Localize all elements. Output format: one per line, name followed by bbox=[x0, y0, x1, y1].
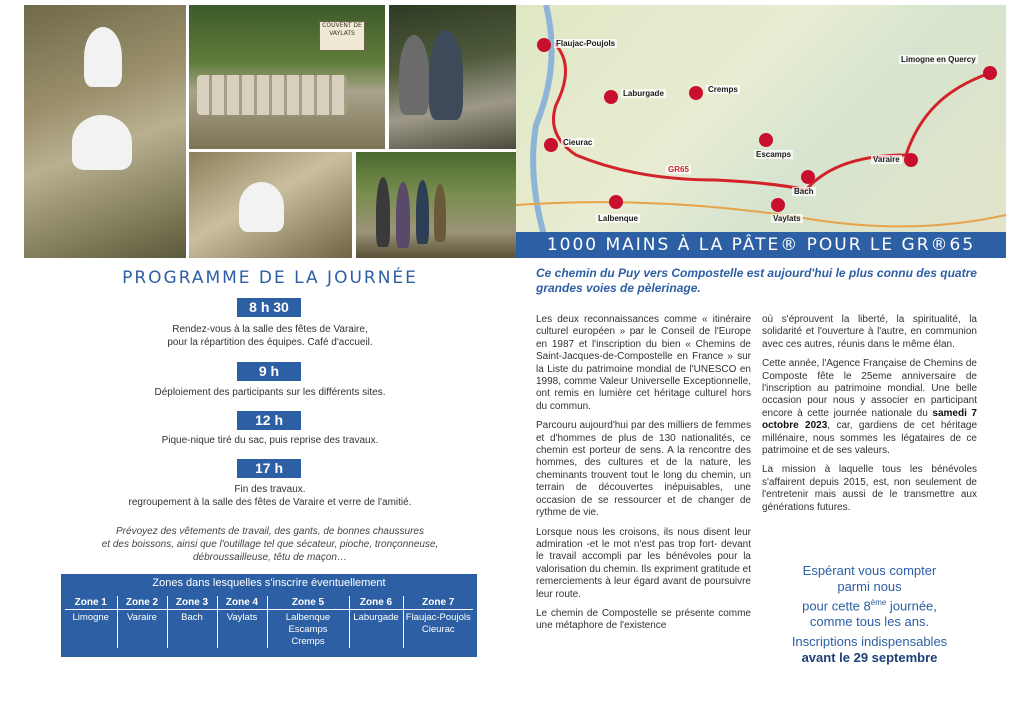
article-paragraph: Les deux reconnaissances comme « itinéraire culturel européen » par le Conseil de l'Europe en 1987 et l'inscription du bien « Chemins de Saint-Jacques-de-Compostelle en France » sur la Liste du patrimoine mondial de l'UNESCO en 1998, comme Valeur Universelle Exceptionnelle, ont remis en lumière cet héritage culturel hors du commun. bbox=[536, 314, 751, 412]
time-badge-1200: 12 h bbox=[237, 411, 301, 430]
article-paragraph: Lorsque nous les croisons, ils nous disent leur admiration -et le mot n'est pas trop fort- devant le travail accompli par les bénévoles pour la valorisation du chemin. Ils expriment gratitude et remerciements à leur égard avant de poursuivre leur route. bbox=[536, 526, 751, 600]
stage-marker bbox=[771, 198, 785, 212]
article-column-2 bbox=[762, 314, 977, 521]
stage-marker bbox=[801, 170, 815, 184]
article-intro: Ce chemin du Puy vers Compostelle est aujourd'hui le plus connu des quatre grandes voies de pèlerinage. bbox=[536, 266, 977, 295]
note-line: et des boissons, ainsi que l'outillage tel que sécateur, pioche, tronçonneuse, bbox=[101, 539, 439, 550]
stage-label-lalbenque: Lalbenque bbox=[598, 214, 639, 223]
photo-walkers-on-path bbox=[356, 152, 519, 258]
article-paragraph: La mission à laquelle tous les bénévoles s'affairent depuis 2015, est, non seulement de l'entretenir mais aussi de le transmettre aux générations futures. bbox=[762, 464, 977, 513]
paragraph-text: , car, gardiens de cet héritage millénaire, nous sommes les légataires de ce patrimoine et de ses valeurs. bbox=[762, 420, 978, 457]
zone-header: Zone 7 bbox=[403, 596, 473, 610]
stage-marker bbox=[604, 90, 618, 104]
article-paragraph: Le chemin de Compostelle se présente comme une métaphore de l'existence bbox=[536, 607, 751, 632]
stage-marker bbox=[537, 38, 551, 52]
programme-item-1700 bbox=[60, 483, 480, 509]
programme-line: Déploiement des participants sur les différents sites. bbox=[154, 387, 386, 398]
zone-village: Escamps bbox=[288, 624, 328, 635]
zone-cell bbox=[267, 610, 349, 649]
zone-cell bbox=[217, 610, 267, 649]
stage-label-vaylats: Vaylats bbox=[773, 214, 801, 223]
article-paragraph-anniversary bbox=[762, 358, 977, 457]
route-map bbox=[516, 5, 1006, 258]
programme-line: Rendez-vous à la salle des fêtes de Varaire, bbox=[172, 324, 368, 335]
photo-stone-hut-workers bbox=[389, 5, 519, 149]
equipment-note bbox=[70, 525, 470, 564]
route-line bbox=[554, 43, 991, 190]
closing-line: comme tous les ans. bbox=[809, 614, 930, 630]
registration-required: Inscriptions indispensables bbox=[791, 634, 948, 650]
stage-label-escamps: Escamps bbox=[756, 150, 792, 159]
ordinal-suffix: ème bbox=[870, 598, 887, 607]
zone-village: Vaylats bbox=[226, 612, 258, 623]
zone-village: Laburgade bbox=[353, 612, 399, 623]
event-date: samedi 7 octobre 2023 bbox=[762, 407, 977, 432]
zone-cell bbox=[349, 610, 403, 649]
stage-marker bbox=[609, 195, 623, 209]
zones-panel bbox=[61, 574, 477, 657]
programme-item-0900 bbox=[60, 386, 480, 399]
zone-cell bbox=[167, 610, 217, 649]
zones-title: Zones dans lesquelles s'inscrire éventuellement bbox=[152, 577, 386, 589]
zone-village: Flaujac-Poujols bbox=[405, 612, 471, 623]
note-line: débroussailleuse, têtu de maçon… bbox=[193, 552, 347, 563]
zone-village: Limogne bbox=[72, 612, 109, 623]
zone-village: Lalbenque bbox=[285, 612, 331, 623]
zone-header: Zone 6 bbox=[349, 596, 403, 610]
programme-line: pour la répartition des équipes. Café d'accueil. bbox=[167, 337, 373, 348]
zone-cell bbox=[117, 610, 167, 649]
photo-dry-stone-wall-signpost bbox=[189, 5, 385, 149]
paragraph-text: Cette année, l'Agence Française de Chemins de Composte fête le 25eme anniversaire de l'inscription au patrimoine mondial. Une belle occasion pour nous y associer en participant encore à cette journée nationale du bbox=[762, 358, 977, 419]
closing-message bbox=[762, 563, 977, 666]
zone-header: Zone 3 bbox=[167, 596, 217, 610]
programme-line: Fin des travaux. bbox=[234, 484, 306, 495]
zone-village: Cremps bbox=[291, 636, 325, 647]
route-label: GR65 bbox=[668, 165, 689, 174]
zone-village: Cieurac bbox=[421, 624, 455, 635]
signpost: COUVENT DE VAYLATS bbox=[319, 21, 365, 51]
stage-label-laburgade: Laburgade bbox=[623, 89, 664, 98]
zone-header: Zone 2 bbox=[117, 596, 167, 610]
time-badge-0830: 8 h 30 bbox=[237, 298, 301, 317]
stage-marker bbox=[689, 86, 703, 100]
stage-marker bbox=[983, 66, 997, 80]
stage-label-varaire: Varaire bbox=[873, 155, 900, 164]
zones-table bbox=[65, 596, 473, 648]
closing-text: journée, bbox=[886, 598, 937, 614]
photo-volunteers-rebuilding-wall bbox=[24, 5, 186, 258]
zone-cell bbox=[65, 610, 117, 649]
note-line: Prévoyez des vêtements de travail, des gants, de bonnes chaussures bbox=[116, 526, 424, 537]
zone-header: Zone 5 bbox=[267, 596, 349, 610]
road bbox=[516, 202, 1006, 226]
stage-marker bbox=[544, 138, 558, 152]
stage-label-limogne: Limogne en Quercy bbox=[901, 55, 976, 64]
stage-marker bbox=[759, 133, 773, 147]
programme-line: regroupement à la salle des fêtes de Varaire et verre de l'amitié. bbox=[128, 497, 412, 508]
time-badge-1700: 17 h bbox=[237, 459, 301, 478]
programme-item-0830 bbox=[60, 323, 480, 349]
event-banner-title: 1000 MAINS À LA PÂTE® POUR LE GR®65 bbox=[516, 232, 1006, 258]
programme-item-1200 bbox=[60, 434, 480, 447]
article-paragraph: où s'éprouvent la liberté, la spiritualité, la solidarité et l'ouverture à l'autre, en communion avec ces autres, réunis dans le même élan. bbox=[762, 314, 977, 350]
stage-marker bbox=[904, 153, 918, 167]
stage-label-bach: Bach bbox=[794, 187, 814, 196]
zone-header: Zone 4 bbox=[217, 596, 267, 610]
zone-village: Bach bbox=[181, 612, 203, 623]
closing-line-edition bbox=[762, 595, 977, 614]
closing-line: Espérant vous compter bbox=[802, 563, 937, 578]
registration-deadline: avant le 29 septembre bbox=[801, 650, 938, 666]
programme-line: Pique-nique tiré du sac, puis reprise des travaux. bbox=[161, 435, 379, 446]
stage-label-cremps: Cremps bbox=[708, 85, 738, 94]
zone-village: Varaire bbox=[127, 612, 157, 623]
closing-text: pour cette 8 bbox=[802, 598, 871, 614]
programme-title: PROGRAMME DE LA JOURNÉE bbox=[122, 268, 418, 288]
zone-cell bbox=[403, 610, 473, 649]
article-column-1 bbox=[536, 314, 751, 640]
stage-label-cieurac: Cieurac bbox=[563, 138, 593, 147]
time-badge-0900: 9 h bbox=[237, 362, 301, 381]
stage-label-flaujac-poujols: Flaujac-Poujols bbox=[556, 39, 616, 48]
zones-header-row bbox=[65, 596, 473, 610]
zones-body-row bbox=[65, 610, 473, 649]
photo-collage bbox=[24, 5, 519, 258]
photo-volunteer-stacking-stones bbox=[189, 152, 352, 258]
zone-header: Zone 1 bbox=[65, 596, 117, 610]
closing-line: parmi nous bbox=[837, 579, 902, 594]
article-paragraph: Parcouru aujourd'hui par des milliers de femmes et d'hommes de plus de 130 nationalités, ce chemin est porteur de sens. A la rencontre des hommes, des cultures et de la nature, les cheminants trouvent tout le long du chemin, un terrain de découvertes inépuisables, une occasion de se ressourcer et de changer de rythme de vie. bbox=[536, 420, 751, 519]
